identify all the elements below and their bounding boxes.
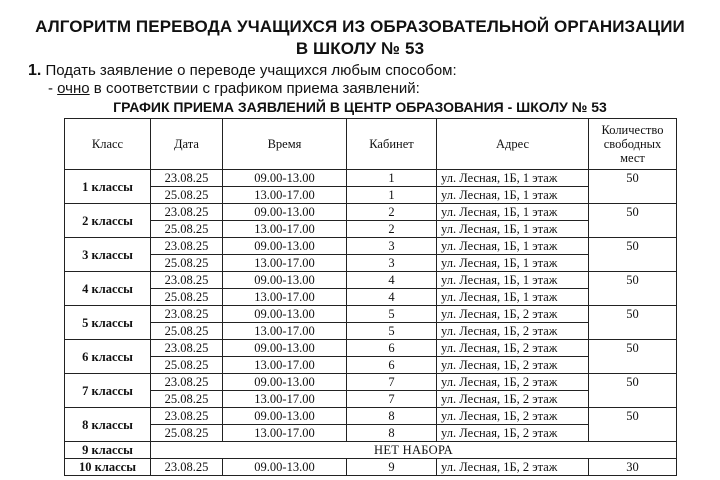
places-cell: 30: [589, 459, 677, 476]
room-cell: 9: [347, 459, 437, 476]
room-cell: 3: [347, 238, 437, 255]
room-cell: 8: [347, 408, 437, 425]
header-address: Адрес: [437, 119, 589, 170]
date-cell: 25.08.25: [151, 391, 223, 408]
places-cell: 50: [589, 374, 677, 408]
room-cell: 8: [347, 425, 437, 442]
address-cell: ул. Лесная, 1Б, 2 этаж: [437, 391, 589, 408]
date-cell: 25.08.25: [151, 289, 223, 306]
subitem-underlined: очно: [57, 80, 90, 97]
table-row: [65, 374, 677, 391]
places-cell: 50: [589, 408, 677, 442]
time-cell: 09.00-13.00: [223, 306, 347, 323]
document-title-line-2: В ШКОЛУ № 53: [295, 39, 425, 58]
room-cell: 4: [347, 289, 437, 306]
time-cell: 13.00-17.00: [223, 187, 347, 204]
schedule-title: ГРАФИК ПРИЕМА ЗАЯВЛЕНИЙ В ЦЕНТР ОБРАЗОВАНИЯ - ШКОЛУ № 53: [113, 99, 607, 115]
time-cell: 13.00-17.00: [223, 255, 347, 272]
time-cell: 13.00-17.00: [223, 425, 347, 442]
date-cell: 23.08.25: [151, 272, 223, 289]
table-row: [65, 204, 677, 221]
table-row: [65, 425, 677, 442]
time-cell: 13.00-17.00: [223, 391, 347, 408]
table-row: [65, 255, 677, 272]
address-cell: ул. Лесная, 1Б, 2 этаж: [437, 408, 589, 425]
table-row: [65, 340, 677, 357]
room-cell: 2: [347, 221, 437, 238]
address-cell: ул. Лесная, 1Б, 1 этаж: [437, 204, 589, 221]
time-cell: 09.00-13.00: [223, 238, 347, 255]
room-cell: 4: [347, 272, 437, 289]
address-cell: ул. Лесная, 1Б, 2 этаж: [437, 306, 589, 323]
address-cell: ул. Лесная, 1Б, 1 этаж: [437, 238, 589, 255]
room-cell: 5: [347, 323, 437, 340]
places-cell: 50: [589, 272, 677, 306]
step-number: 1.: [28, 62, 42, 79]
time-cell: 09.00-13.00: [223, 459, 347, 476]
class-cell: 7 классы: [65, 374, 151, 408]
class-cell: 1 классы: [65, 170, 151, 204]
date-cell: 25.08.25: [151, 255, 223, 272]
address-cell: ул. Лесная, 1Б, 2 этаж: [437, 374, 589, 391]
room-cell: 3: [347, 255, 437, 272]
places-cell: 50: [589, 238, 677, 272]
places-cell: 50: [589, 340, 677, 374]
table-row-no-intake: [65, 442, 677, 459]
time-cell: 09.00-13.00: [223, 374, 347, 391]
schedule-table: [64, 118, 677, 476]
address-cell: ул. Лесная, 1Б, 1 этаж: [437, 187, 589, 204]
class-cell: 2 классы: [65, 204, 151, 238]
date-cell: 23.08.25: [151, 170, 223, 187]
room-cell: 6: [347, 357, 437, 374]
places-cell: 50: [589, 204, 677, 238]
class-cell: 6 классы: [65, 340, 151, 374]
table-row: [65, 459, 677, 476]
date-cell: 25.08.25: [151, 187, 223, 204]
address-cell: ул. Лесная, 1Б, 1 этаж: [437, 289, 589, 306]
time-cell: 13.00-17.00: [223, 289, 347, 306]
class-cell: 4 классы: [65, 272, 151, 306]
table-row: [65, 238, 677, 255]
table-row: [65, 272, 677, 289]
document-title: [0, 16, 720, 60]
table-row: [65, 187, 677, 204]
room-cell: 7: [347, 374, 437, 391]
table-row: [65, 323, 677, 340]
room-cell: 6: [347, 340, 437, 357]
time-cell: 09.00-13.00: [223, 272, 347, 289]
date-cell: 23.08.25: [151, 408, 223, 425]
places-cell: 50: [589, 170, 677, 204]
time-cell: 09.00-13.00: [223, 170, 347, 187]
date-cell: 23.08.25: [151, 306, 223, 323]
class-cell: 5 классы: [65, 306, 151, 340]
table-row: [65, 221, 677, 238]
address-cell: ул. Лесная, 1Б, 2 этаж: [437, 323, 589, 340]
time-cell: 13.00-17.00: [223, 221, 347, 238]
date-cell: 23.08.25: [151, 340, 223, 357]
address-cell: ул. Лесная, 1Б, 1 этаж: [437, 221, 589, 238]
table-row: [65, 170, 677, 187]
table-header-row: [65, 119, 677, 170]
time-cell: 09.00-13.00: [223, 204, 347, 221]
class-cell: 10 классы: [65, 459, 151, 476]
header-room: Кабинет: [347, 119, 437, 170]
table-row: [65, 408, 677, 425]
step-text: Подать заявление о переводе учащихся любым способом:: [45, 62, 457, 79]
room-cell: 1: [347, 170, 437, 187]
room-cell: 2: [347, 204, 437, 221]
time-cell: 13.00-17.00: [223, 323, 347, 340]
address-cell: ул. Лесная, 1Б, 2 этаж: [437, 357, 589, 374]
subitem-rest: в соответствии с графиком приема заявлений:: [89, 80, 420, 97]
step-1-subitem: [48, 80, 420, 98]
address-cell: ул. Лесная, 1Б, 1 этаж: [437, 255, 589, 272]
room-cell: 5: [347, 306, 437, 323]
document-title-line-1: АЛГОРИТМ ПЕРЕВОДА УЧАЩИХСЯ ИЗ ОБРАЗОВАТЕЛЬНОЙ ОРГАНИЗАЦИИ: [35, 17, 685, 36]
no-intake-cell: НЕТ НАБОРА: [151, 442, 677, 459]
date-cell: 25.08.25: [151, 357, 223, 374]
date-cell: 23.08.25: [151, 204, 223, 221]
date-cell: 25.08.25: [151, 425, 223, 442]
address-cell: ул. Лесная, 1Б, 2 этаж: [437, 425, 589, 442]
address-cell: ул. Лесная, 1Б, 2 этаж: [437, 340, 589, 357]
time-cell: 09.00-13.00: [223, 340, 347, 357]
date-cell: 25.08.25: [151, 221, 223, 238]
header-time: Время: [223, 119, 347, 170]
subitem-prefix: -: [48, 80, 58, 97]
date-cell: 23.08.25: [151, 459, 223, 476]
header-date: Дата: [151, 119, 223, 170]
address-cell: ул. Лесная, 1Б, 1 этаж: [437, 170, 589, 187]
schedule-body: [65, 170, 677, 476]
table-row: [65, 391, 677, 408]
room-cell: 1: [347, 187, 437, 204]
table-row: [65, 289, 677, 306]
class-cell: 3 классы: [65, 238, 151, 272]
address-cell: ул. Лесная, 1Б, 2 этаж: [437, 459, 589, 476]
address-cell: ул. Лесная, 1Б, 1 этаж: [437, 272, 589, 289]
class-cell: 9 классы: [65, 442, 151, 459]
class-cell: 8 классы: [65, 408, 151, 442]
table-row: [65, 357, 677, 374]
places-cell: 50: [589, 306, 677, 340]
date-cell: 23.08.25: [151, 238, 223, 255]
room-cell: 7: [347, 391, 437, 408]
header-places: Количество свободных мест: [589, 119, 677, 170]
table-row: [65, 306, 677, 323]
date-cell: 23.08.25: [151, 374, 223, 391]
header-class: Класс: [65, 119, 151, 170]
date-cell: 25.08.25: [151, 323, 223, 340]
time-cell: 13.00-17.00: [223, 357, 347, 374]
time-cell: 09.00-13.00: [223, 408, 347, 425]
step-1: [28, 62, 457, 80]
